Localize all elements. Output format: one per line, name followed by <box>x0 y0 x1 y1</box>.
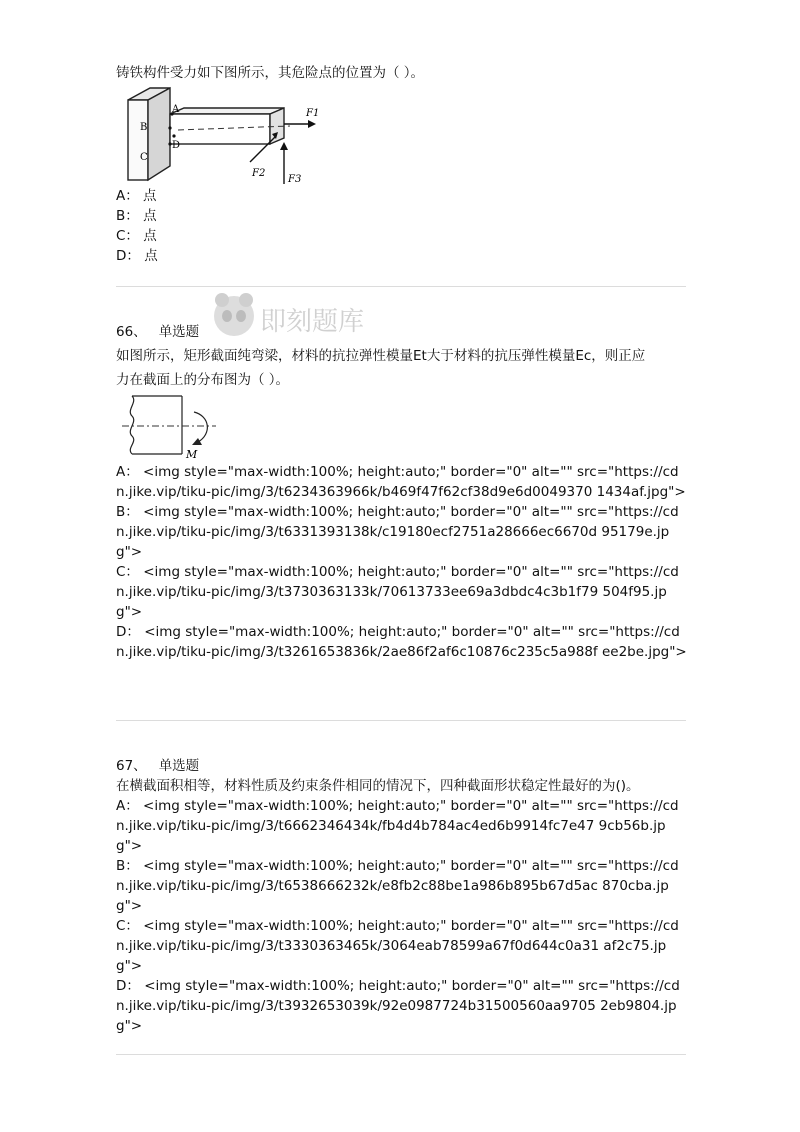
q67-option-c <box>116 916 688 976</box>
option-text: <img style="max-width:100%; height:auto;" border="0" alt="" src="https://cdn.jike.vip/tiku-pic/img/3/t3730363133k/70613733ee69a3dbdc4c3b1f79 504f95.jpg"> <box>116 564 679 620</box>
q67-header <box>116 756 688 776</box>
label-d: D <box>172 140 181 151</box>
option-text: <img style="max-width:100%; height:auto;" border="0" alt="" src="https://cdn.jike.vip/tiku-pic/img/3/t6234363966k/b469f47f62cf38d9e6d0049370 1434af.jpg"> <box>116 464 686 500</box>
q65-stem: 铸铁构件受力如下图所示，其危险点的位置为（ ）。 <box>116 65 425 81</box>
q66-option-b <box>116 502 688 562</box>
divider <box>116 1054 686 1055</box>
option-key: D： <box>116 978 140 994</box>
label-a: A <box>172 104 180 115</box>
option-text: <img style="max-width:100%; height:auto;" border="0" alt="" src="https://cdn.jike.vip/tiku-pic/img/3/t3932653039k/92e0987724b31500560aa9705 2eb9804.jpg"> <box>116 978 680 1034</box>
q66-option-d <box>116 622 688 662</box>
option-key: D： <box>116 624 140 640</box>
option-text: 点 <box>144 248 158 264</box>
label-m: M <box>186 448 198 461</box>
question-type: 单选题 <box>158 324 200 340</box>
option-key: C： <box>116 228 139 244</box>
option-text: <img style="max-width:100%; height:auto;" border="0" alt="" src="https://cdn.jike.vip/tiku-pic/img/3/t3261653836k/2ae86f2af6c10876c235c5a988f ee2be.jpg"> <box>116 624 687 660</box>
option-text: 点 <box>143 188 157 204</box>
option-text: <img style="max-width:100%; height:auto;" border="0" alt="" src="https://cdn.jike.vip/tiku-pic/img/3/t6662346434k/fb4d4b784ac4ed6b9914fc7e47 9cb56b.jpg"> <box>116 798 679 854</box>
q67-option-b <box>116 856 688 916</box>
option-key: A： <box>116 464 139 480</box>
option-text: <img style="max-width:100%; height:auto;" border="0" alt="" src="https://cdn.jike.vip/tiku-pic/img/3/t3330363465k/3064eab78599a67f0d644c0a31 af2c75.jpg"> <box>116 918 679 974</box>
option-key: C： <box>116 918 139 934</box>
q67-option-a <box>116 796 688 856</box>
label-f2: F2 <box>252 168 266 179</box>
question-type: 单选题 <box>158 758 200 774</box>
option-key: B： <box>116 504 139 520</box>
divider <box>116 720 686 721</box>
q67-option-d <box>116 976 688 1036</box>
beam-section-figure <box>120 390 220 462</box>
label-c: C <box>140 152 148 163</box>
option-text: <img style="max-width:100%; height:auto;" border="0" alt="" src="https://cdn.jike.vip/tiku-pic/img/3/t6331393138k/c19180ecf2751a28666ec6670d 95179e.jpg"> <box>116 504 679 560</box>
q65-options <box>116 186 688 266</box>
label-f3: F3 <box>288 174 302 185</box>
q65-option-d <box>116 246 688 266</box>
question-number: 67、 <box>116 758 147 774</box>
q67-stem: 在横截面积相等，材料性质及约束条件相同的情况下，四种截面形状稳定性最好的为()。 <box>116 778 640 794</box>
q66-header <box>116 322 688 342</box>
loaded-beam-figure <box>120 86 330 188</box>
option-key: B： <box>116 858 139 874</box>
q66-option-c <box>116 562 688 622</box>
option-text: 点 <box>143 208 157 224</box>
q66-figure <box>120 390 220 462</box>
q66-stem-line1: 如图所示，矩形截面纯弯梁，材料的抗拉弹性模量Et大于材料的抗压弹性模量Ec，则正应 <box>116 348 646 364</box>
q65-option-a <box>116 186 688 206</box>
q66-options <box>116 462 688 662</box>
q65-option-b <box>116 206 688 226</box>
q65-figure <box>120 86 330 188</box>
watermark-text: 即刻题库 <box>260 307 365 337</box>
question-number: 66、 <box>116 324 147 340</box>
option-key: B： <box>116 208 139 224</box>
label-b: B <box>140 122 148 133</box>
q66-stem-line2: 力在截面上的分布图为（ ）。 <box>116 372 290 388</box>
q65-option-c <box>116 226 688 246</box>
q67-options <box>116 796 688 1036</box>
option-key: C： <box>116 564 139 580</box>
option-text: <img style="max-width:100%; height:auto;" border="0" alt="" src="https://cdn.jike.vip/tiku-pic/img/3/t6538666232k/e8fb2c88be1a986b895b67d5ac 870cba.jpg"> <box>116 858 679 914</box>
option-key: A： <box>116 188 139 204</box>
option-text: 点 <box>143 228 157 244</box>
q66-option-a <box>116 462 688 502</box>
option-key: A： <box>116 798 139 814</box>
option-key: D： <box>116 248 140 264</box>
label-f1: F1 <box>306 108 320 119</box>
